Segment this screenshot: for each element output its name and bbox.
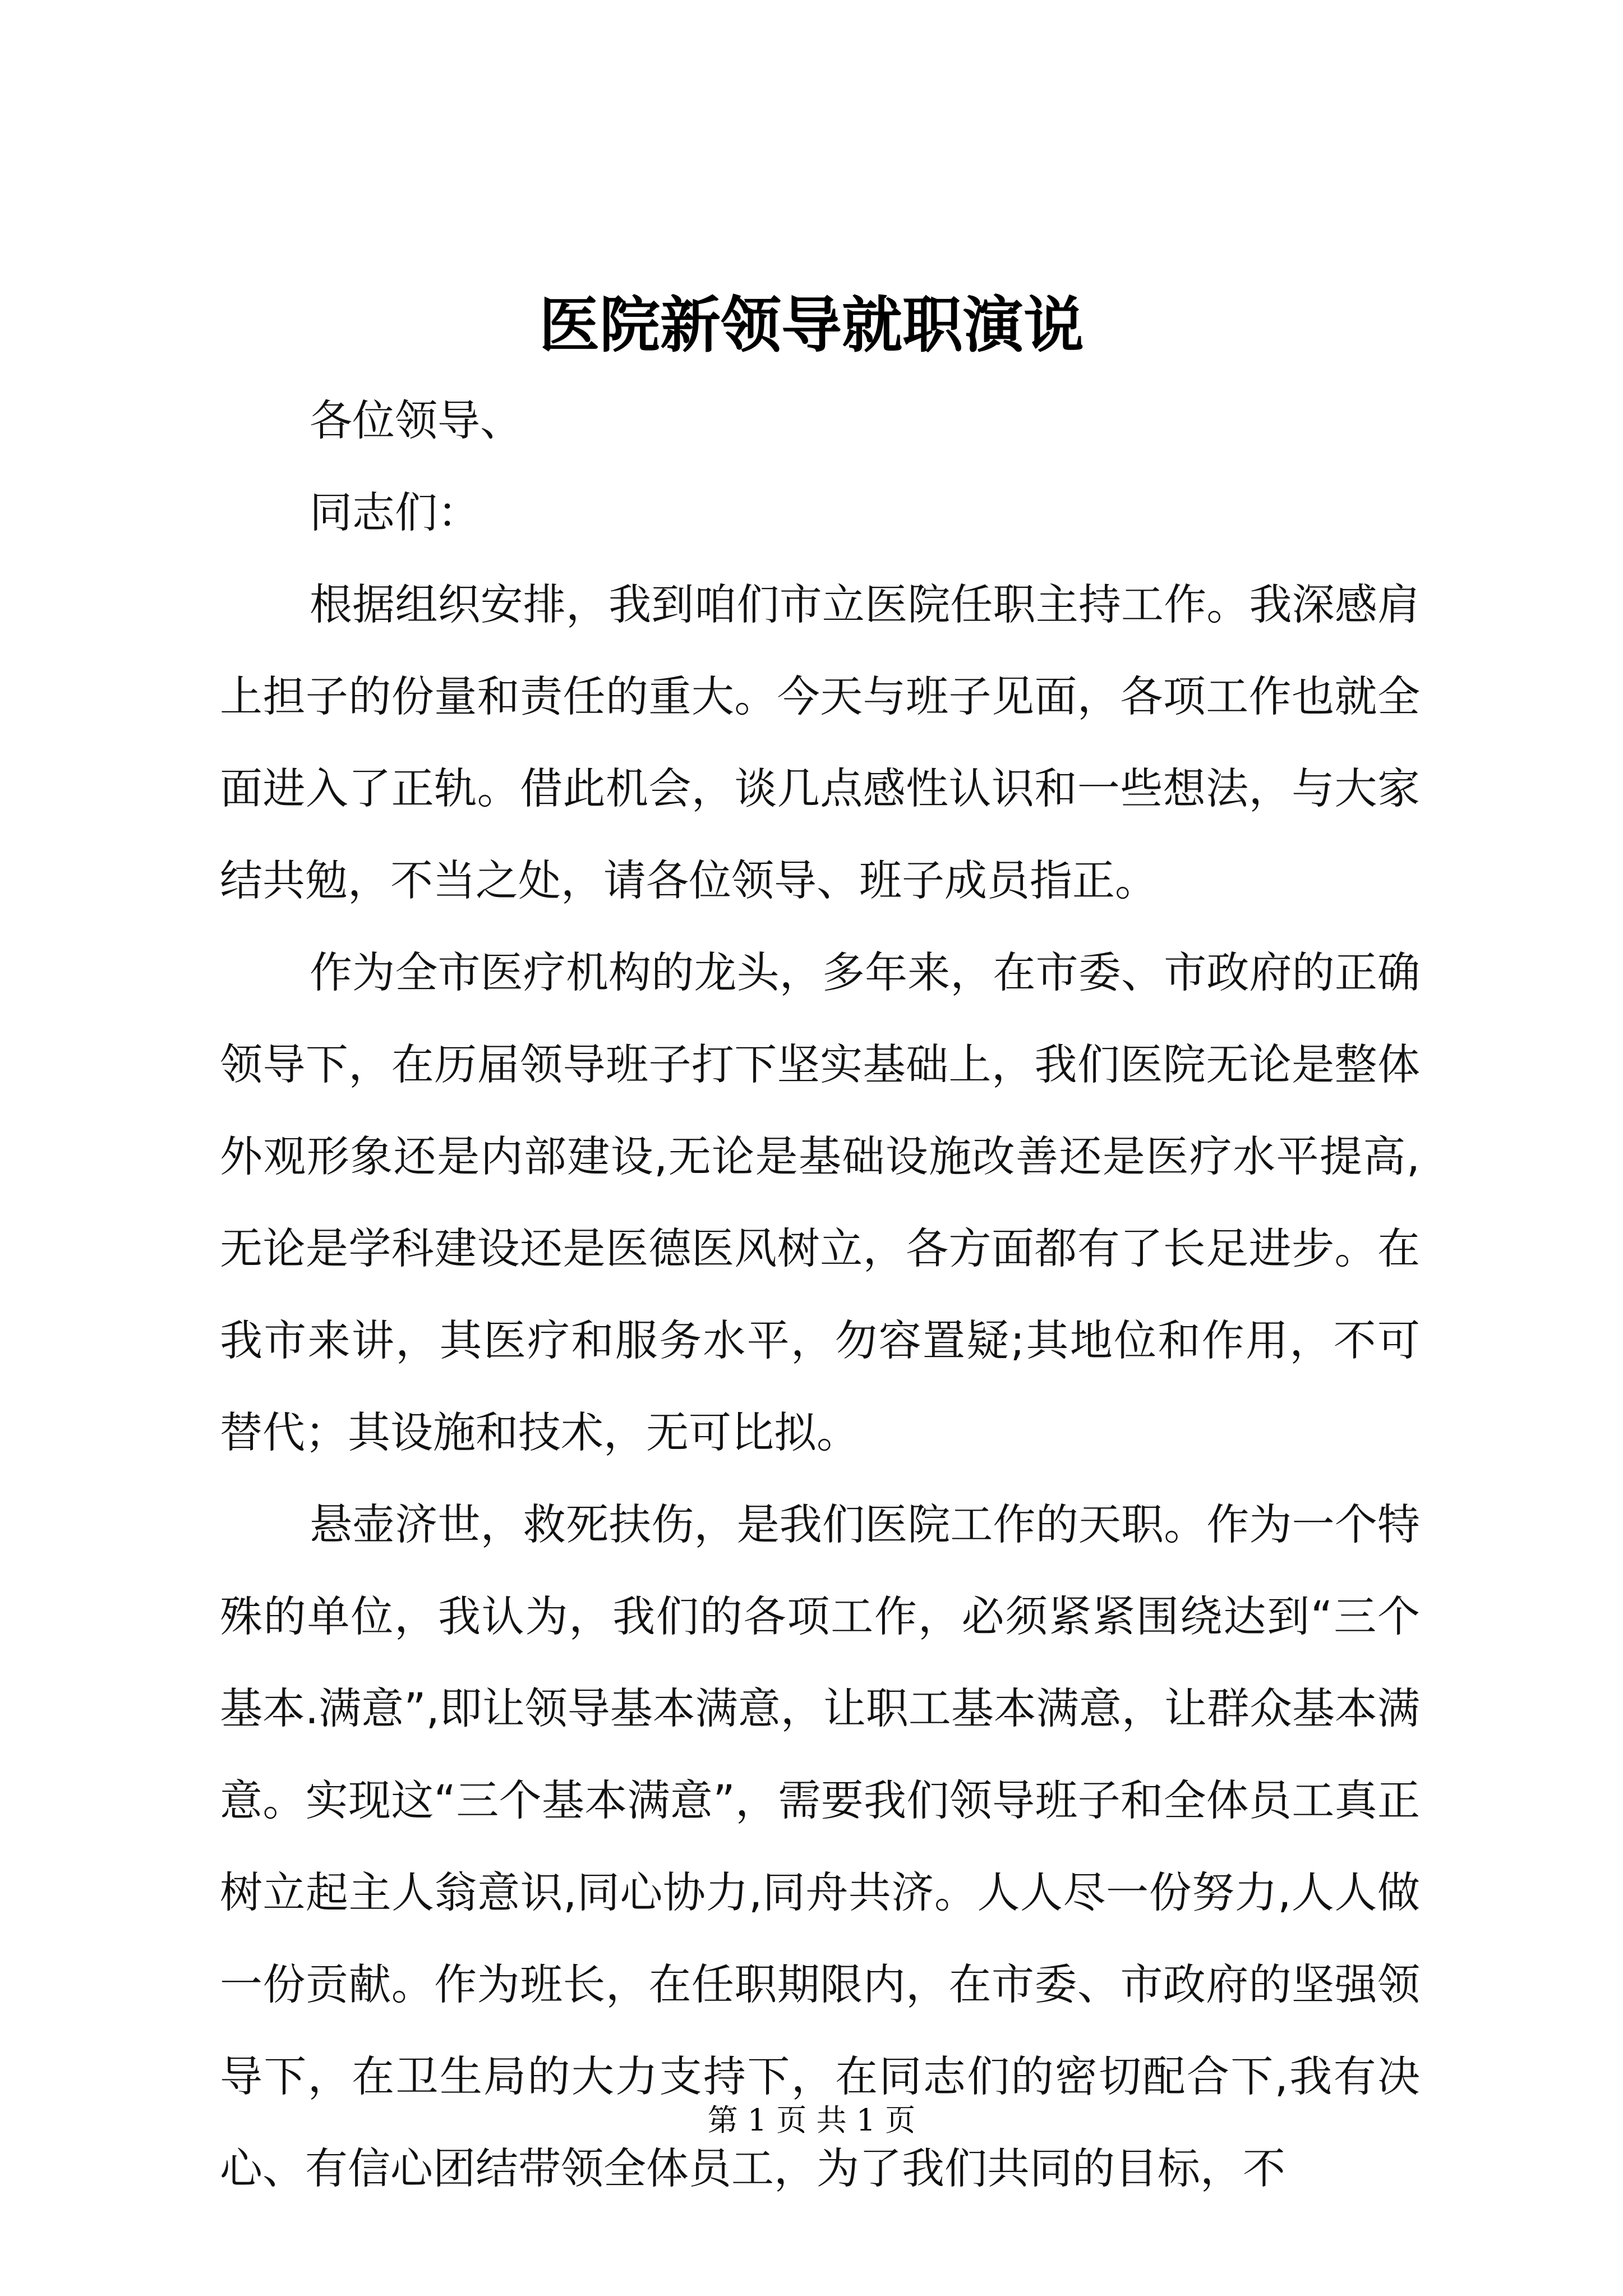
body-paragraph-3: 悬壶济世，救死扶伤，是我们医院工作的天职。作为一个特殊的单位，我认为，我们的各项工作，必须紧紧围绕达到“三个基本.满意”,即让领导基本满意，让职工基本满意，让群众基本满意。实现这“三个基本满意”，需要我们领导班子和全体员工真正树立起主人翁意识,同心协力,同舟共济。人人尽一份努力,人人做一份贡献。作为班长，在任职期限内，在市委、市政府的坚强领导下，在卫生局的大力支持下，在同志们的密切配合下,我有决心、有信心团结带领全体员工，为了我们共同的目标，不 [220,1499,1420,2193]
body-paragraph-1: 根据组织安排，我到咱们市立医院任职主持工作。我深感肩上担子的份量和责任的重大。今天与班子见面，各项工作也就全面进入了正轨。借此机会，谈几点感性认识和一些想法，与大家结共勉，不当之处，请各位领导、班子成员指正。 [220,579,1420,905]
document-title: 医院新领导就职演说 [538,290,1084,361]
body-paragraph-2: 作为全市医疗机构的龙头，多年来，在市委、市政府的正确领导下，在历届领导班子打下坚实基础上，我们医院无论是整体外观形象还是内部建设,无论是基础设施改善还是医疗水平提高,无论是学科建设还是医德医风树立，各方面都有了长足进步。在我市来讲，其医疗和服务水平，勿容置疑;其地位和作用，不可替代；其设施和技术，无可比拟。 [220,947,1420,1457]
document-body [220,375,1420,2215]
page-footer: 第 1 页 共 1 页 [707,2102,916,2138]
salutation-line-1: 各位领导、 [310,395,523,445]
salutation-line-2: 同志们： [310,487,480,537]
